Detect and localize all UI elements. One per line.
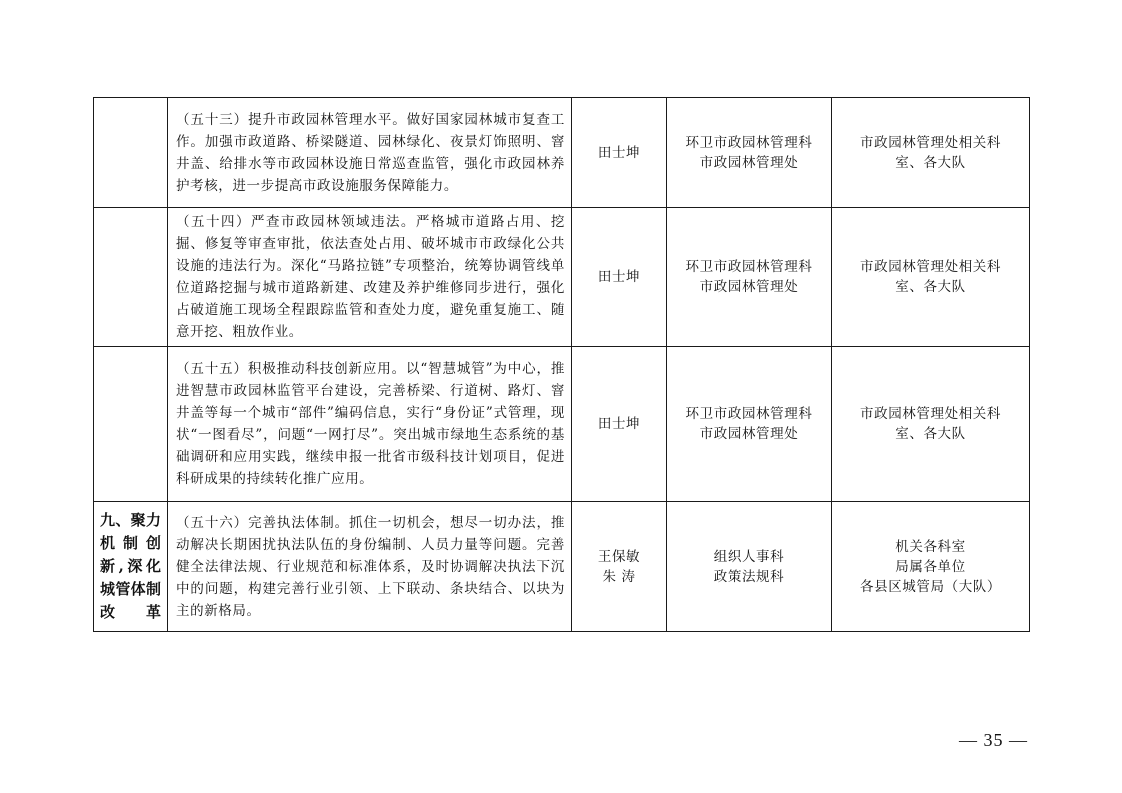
leader-cell: 田士坤 (572, 208, 667, 347)
task-cell: （五十五）积极推动科技创新应用。以“智慧城管”为中心，推进智慧市政园林监管平台建设，完善桥梁、行道树、路灯、窨井盖等每一个城市“部件”编码信息，实行“身份证”式管理，现状“一图看尽”，问题“一网打尽”。突出城市绿地生态系统的基础调研和应用实践，继续申报一批省市级科技计划项目，促进科研成果的持续转化推广应用。 (168, 347, 572, 502)
task-cell: （五十六）完善执法体制。抓住一切机会，想尽一切办法，推动解决长期困扰执法队伍的身份编制、人员力量等问题。完善健全法律法规、行业规范和标准体系，及时协调解决执法下沉中的问题，构建完善行业引领、上下联动、条块结合、以块为主的新格局。 (168, 502, 572, 632)
page-number: — 35 — (959, 730, 1028, 750)
category-cell (94, 208, 168, 347)
table-row (94, 347, 1030, 502)
category-cell (94, 347, 168, 502)
responsible-dept-cell: 环卫市政园林管理科 市政园林管理处 (667, 347, 832, 502)
task-cell: （五十三）提升市政园林管理水平。做好国家园林城市复查工作。加强市政道路、桥梁隧道、园林绿化、夜景灯饰照明、窨井盖、给排水等市政园林设施日常巡查监管，强化市政园林养护考核，进一步提高市政设施服务保障能力。 (168, 98, 572, 208)
task-table (93, 97, 1030, 632)
category-cell: 九、聚力机制创新,深化城管体制改革 (94, 502, 168, 632)
cooperating-dept-cell: 机关各科室 局属各单位 各县区城管局（大队） (832, 502, 1030, 632)
cooperating-dept-cell: 市政园林管理处相关科 室、各大队 (832, 208, 1030, 347)
responsible-dept-cell: 环卫市政园林管理科 市政园林管理处 (667, 98, 832, 208)
responsible-dept-cell: 环卫市政园林管理科 市政园林管理处 (667, 208, 832, 347)
responsible-dept-cell: 组织人事科 政策法规科 (667, 502, 832, 632)
category-cell (94, 98, 168, 208)
cooperating-dept-cell: 市政园林管理处相关科 室、各大队 (832, 98, 1030, 208)
table-row (94, 98, 1030, 208)
leader-cell: 田士坤 (572, 347, 667, 502)
table-row (94, 208, 1030, 347)
leader-cell: 田士坤 (572, 98, 667, 208)
task-cell: （五十四）严查市政园林领域违法。严格城市道路占用、挖掘、修复等审查审批，依法查处占用、破坏城市市政绿化公共设施的违法行为。深化“马路拉链”专项整治，统筹协调管线单位道路挖掘与城市道路新建、改建及养护维修同步进行，强化占破道施工现场全程跟踪监管和查处力度，避免重复施工、随意开挖、粗放作业。 (168, 208, 572, 347)
leader-cell: 王保敏 朱 涛 (572, 502, 667, 632)
cooperating-dept-cell: 市政园林管理处相关科 室、各大队 (832, 347, 1030, 502)
table-row (94, 502, 1030, 632)
